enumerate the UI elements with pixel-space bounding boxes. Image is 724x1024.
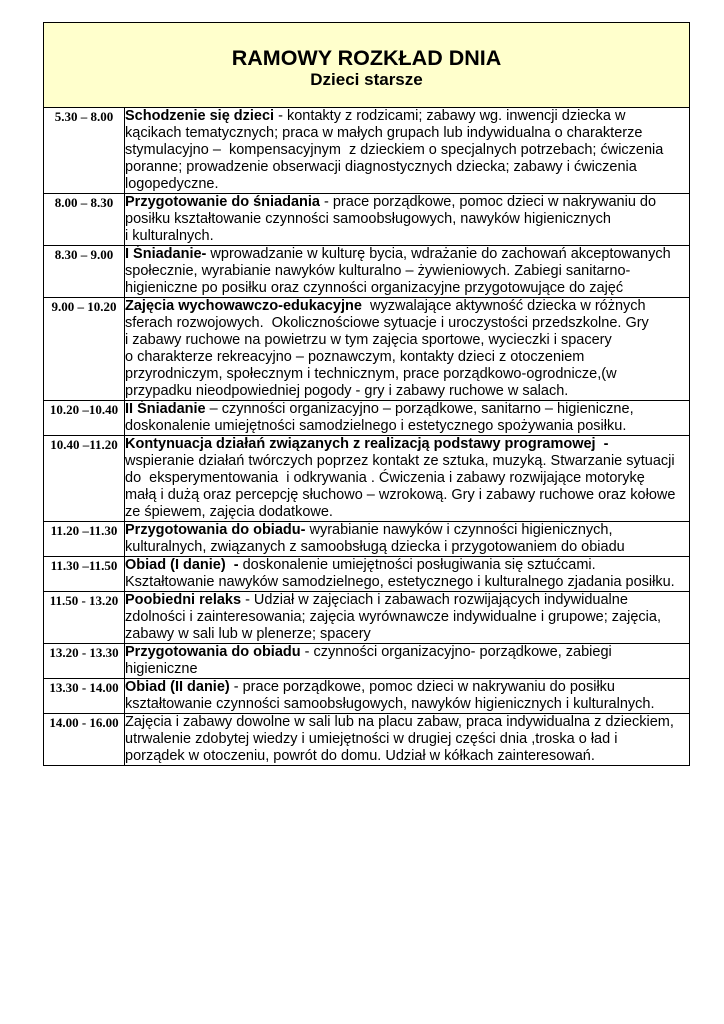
activity-line <box>125 263 689 280</box>
activity-text: kącikach tematycznych; praca w małych grupach lub indywidualna o charakterze <box>125 125 643 141</box>
activity-text: wyrabianie nawyków i czynności higienicznych, <box>305 522 613 538</box>
time-label: 10.40 –11.20 <box>50 437 118 452</box>
activity-line <box>125 332 689 349</box>
activity-line <box>125 366 689 383</box>
time-cell <box>44 592 125 644</box>
activity-line <box>125 176 689 193</box>
activity-text: zdolności i zainteresowania; zajęcia wyrównawcze indywidualne i grupowe; zajęcia, <box>125 609 661 625</box>
header-cell <box>44 23 690 108</box>
activity-text: i kulturalnych. <box>125 228 214 244</box>
activity-line <box>125 228 689 245</box>
schedule-row <box>44 714 690 766</box>
activity-line <box>125 592 689 609</box>
activity-line <box>125 436 689 453</box>
activity-line <box>125 401 689 418</box>
schedule-row <box>44 522 690 557</box>
page-subtitle: Dzieci starsze <box>310 70 423 89</box>
time-cell <box>44 557 125 592</box>
activity-text: higieniczne <box>125 661 198 677</box>
activity-line <box>125 349 689 366</box>
schedule-row <box>44 436 690 522</box>
activity-text: porządek w otoczeniu, powrót do domu. Udział w kółkach zainteresowań. <box>125 748 595 764</box>
activity-text: do eksperymentowania i odkrywania . Ćwiczenia i zabawy rozwijające motorykę <box>125 470 645 486</box>
header-block <box>44 23 689 107</box>
schedule-row <box>44 194 690 246</box>
time-cell <box>44 246 125 298</box>
activity-cell <box>125 194 690 246</box>
activity-line <box>125 609 689 626</box>
activity-text: doskonalenie umiejętności samodzielnego i estetycznego spożywania posiłku. <box>125 418 627 434</box>
activity-text: ze śpiewem, zajęcia dodatkowe. <box>125 504 333 520</box>
schedule-row <box>44 246 690 298</box>
time-label: 5.30 – 8.00 <box>54 109 114 124</box>
time-cell <box>44 679 125 714</box>
activity-text: społecznie, wyrabianie nawyków kulturalno – żywieniowych. Zabiegi sanitarno- <box>125 263 631 279</box>
header-row <box>44 23 690 108</box>
activity-text: wprowadzanie w kulturę bycia, wdrażanie do zachowań akceptowanych <box>206 246 671 262</box>
activity-title: Obiad (I danie) - <box>125 557 239 573</box>
activity-line <box>125 522 689 539</box>
activity-text: - prace porządkowe, pomoc dzieci w nakrywaniu do posiłku <box>229 679 615 695</box>
document-page <box>43 22 690 766</box>
activity-text: stymulacyjno – kompensacyjnym z dzieckiem o specjalnych potrzebach; ćwiczenia <box>125 142 664 158</box>
activity-text: poranne; prowadzenie obserwacji diagnostycznych dziecka; zabawy i ćwiczenia <box>125 159 637 175</box>
schedule-row <box>44 401 690 436</box>
activity-line <box>125 557 689 574</box>
activity-text: o charakterze rekreacyjno – poznawczym, kontakty dzieci z otoczeniem <box>125 349 585 365</box>
time-cell <box>44 436 125 522</box>
activity-text: sferach rozwojowych. Okolicznościowe sytuacje i uroczystości przedszkolne. Gry <box>125 315 649 331</box>
activity-text: higieniczne po posiłku oraz czynności organizacyjne przygotowujące do zajęć <box>125 280 624 296</box>
activity-line <box>125 574 689 591</box>
schedule-body <box>44 23 690 766</box>
activity-cell <box>125 108 690 194</box>
time-label: 11.30 –11.50 <box>50 558 118 573</box>
activity-line <box>125 679 689 696</box>
activity-line <box>125 470 689 487</box>
activity-cell <box>125 298 690 401</box>
activity-text: Zajęcia i zabawy dowolne w sali lub na placu zabaw, praca indywidualna z dzieckiem, <box>125 714 674 730</box>
activity-text: przypadku nieodpowiedniej pogody - gry i zabawy ruchowe w salach. <box>125 383 569 399</box>
activity-text: doskonalenie umiejętności posługiwania się sztućcami. <box>238 557 596 573</box>
activity-line <box>125 661 689 678</box>
time-label: 8.30 – 9.00 <box>54 247 114 262</box>
activity-title: Przygotowanie do śniadania <box>125 194 320 210</box>
time-label: 9.00 – 10.20 <box>51 299 117 314</box>
schedule-row <box>44 679 690 714</box>
activity-line <box>125 246 689 263</box>
activity-text: małą i dużą oraz percepcję słuchowo – wzrokową. Gry i zabawy ruchowe oraz kołowe <box>125 487 676 503</box>
time-label: 11.50 - 13.20 <box>49 593 119 608</box>
activity-text: - czynności organizacyjno- porządkowe, zabiegi <box>300 644 612 660</box>
activity-text: kulturalnych, związanych z samoobsługą dziecka i przygotowaniem do obiadu <box>125 539 625 555</box>
schedule-table <box>43 22 690 766</box>
activity-text: logopedyczne. <box>125 176 219 192</box>
activity-title: Zajęcia wychowawczo-edukacyjne <box>125 298 362 314</box>
activity-text: i zabawy ruchowe na powietrzu w tym zajęcia sportowe, wycieczki i spacery <box>125 332 612 348</box>
schedule-row <box>44 298 690 401</box>
activity-cell <box>125 714 690 766</box>
activity-line <box>125 731 689 748</box>
activity-line <box>125 125 689 142</box>
activity-line <box>125 194 689 211</box>
activity-title: II Śniadanie <box>125 401 206 417</box>
activity-title: Schodzenie się dzieci <box>125 108 275 124</box>
activity-text: - kontakty z rodzicami; zabawy wg. inwencji dziecka w <box>274 108 626 124</box>
activity-cell <box>125 592 690 644</box>
activity-line <box>125 315 689 332</box>
schedule-row <box>44 644 690 679</box>
activity-cell <box>125 557 690 592</box>
activity-text: Kształtowanie nawyków samodzielnego, estetycznego i kulturalnego zjadania posiłku. <box>125 574 675 590</box>
activity-text: wspieranie działań twórczych poprzez kontakt ze sztuka, muzyką. Stwarzanie sytuacji <box>125 453 675 469</box>
activity-text: przyrodniczym, społecznym i technicznym, prace porządkowo-ogrodnicze,(w <box>125 366 617 382</box>
activity-line <box>125 418 689 435</box>
activity-cell <box>125 644 690 679</box>
schedule-row <box>44 108 690 194</box>
activity-text: wyzwalające aktywność dziecka w różnych <box>361 298 646 314</box>
activity-text: utrwalenie zdobytej wiedzy i umiejętności w drugiej części dnia ,troska o ład i <box>125 731 618 747</box>
activity-cell <box>125 679 690 714</box>
time-label: 10.20 –10.40 <box>49 402 119 417</box>
activity-title: I Śniadanie- <box>125 246 207 262</box>
activity-title: Obiad (II danie) <box>125 679 230 695</box>
activity-line <box>125 714 689 731</box>
activity-text: zabawy w sali lub w plenerze; spacery <box>125 626 371 642</box>
activity-line <box>125 298 689 315</box>
activity-line <box>125 108 689 125</box>
time-label: 14.00 - 16.00 <box>49 715 119 730</box>
activity-title: Przygotowania do obiadu- <box>125 522 306 538</box>
activity-line <box>125 644 689 661</box>
time-label: 8.00 – 8.30 <box>54 195 114 210</box>
activity-text: kształtowanie czynności samoobsługowych, nawyków higienicznych i kulturalnych. <box>125 696 655 712</box>
activity-text: – czynności organizacyjno – porządkowe, sanitarno – higieniczne, <box>205 401 634 417</box>
activity-cell <box>125 436 690 522</box>
schedule-row <box>44 557 690 592</box>
activity-line <box>125 487 689 504</box>
activity-line <box>125 142 689 159</box>
activity-line <box>125 280 689 297</box>
time-cell <box>44 644 125 679</box>
time-cell <box>44 522 125 557</box>
schedule-row <box>44 592 690 644</box>
activity-title: Kontynuacja działań związanych z realizacją podstawy programowej - <box>125 436 609 452</box>
time-label: 11.20 –11.30 <box>50 523 118 538</box>
time-cell <box>44 108 125 194</box>
time-label: 13.20 - 13.30 <box>49 645 119 660</box>
activity-text: posiłku kształtowanie czynności samoobsługowych, nawyków higienicznych <box>125 211 611 227</box>
page-title: RAMOWY ROZKŁAD DNIA <box>231 46 502 70</box>
activity-text: - Udział w zajęciach i zabawach rozwijających indywidualne <box>241 592 628 608</box>
activity-title: Poobiedni relaks <box>125 592 242 608</box>
activity-title: Przygotowania do obiadu <box>125 644 301 660</box>
activity-line <box>125 383 689 400</box>
activity-cell <box>125 522 690 557</box>
activity-cell <box>125 401 690 436</box>
activity-line <box>125 539 689 556</box>
time-cell <box>44 714 125 766</box>
time-label: 13.30 - 14.00 <box>49 680 119 695</box>
activity-cell <box>125 246 690 298</box>
activity-line <box>125 159 689 176</box>
time-cell <box>44 194 125 246</box>
activity-line <box>125 696 689 713</box>
activity-text: - prace porządkowe, pomoc dzieci w nakrywaniu do <box>319 194 657 210</box>
time-cell <box>44 298 125 401</box>
activity-line <box>125 748 689 765</box>
time-cell <box>44 401 125 436</box>
activity-line <box>125 626 689 643</box>
activity-line <box>125 504 689 521</box>
activity-line <box>125 453 689 470</box>
activity-line <box>125 211 689 228</box>
